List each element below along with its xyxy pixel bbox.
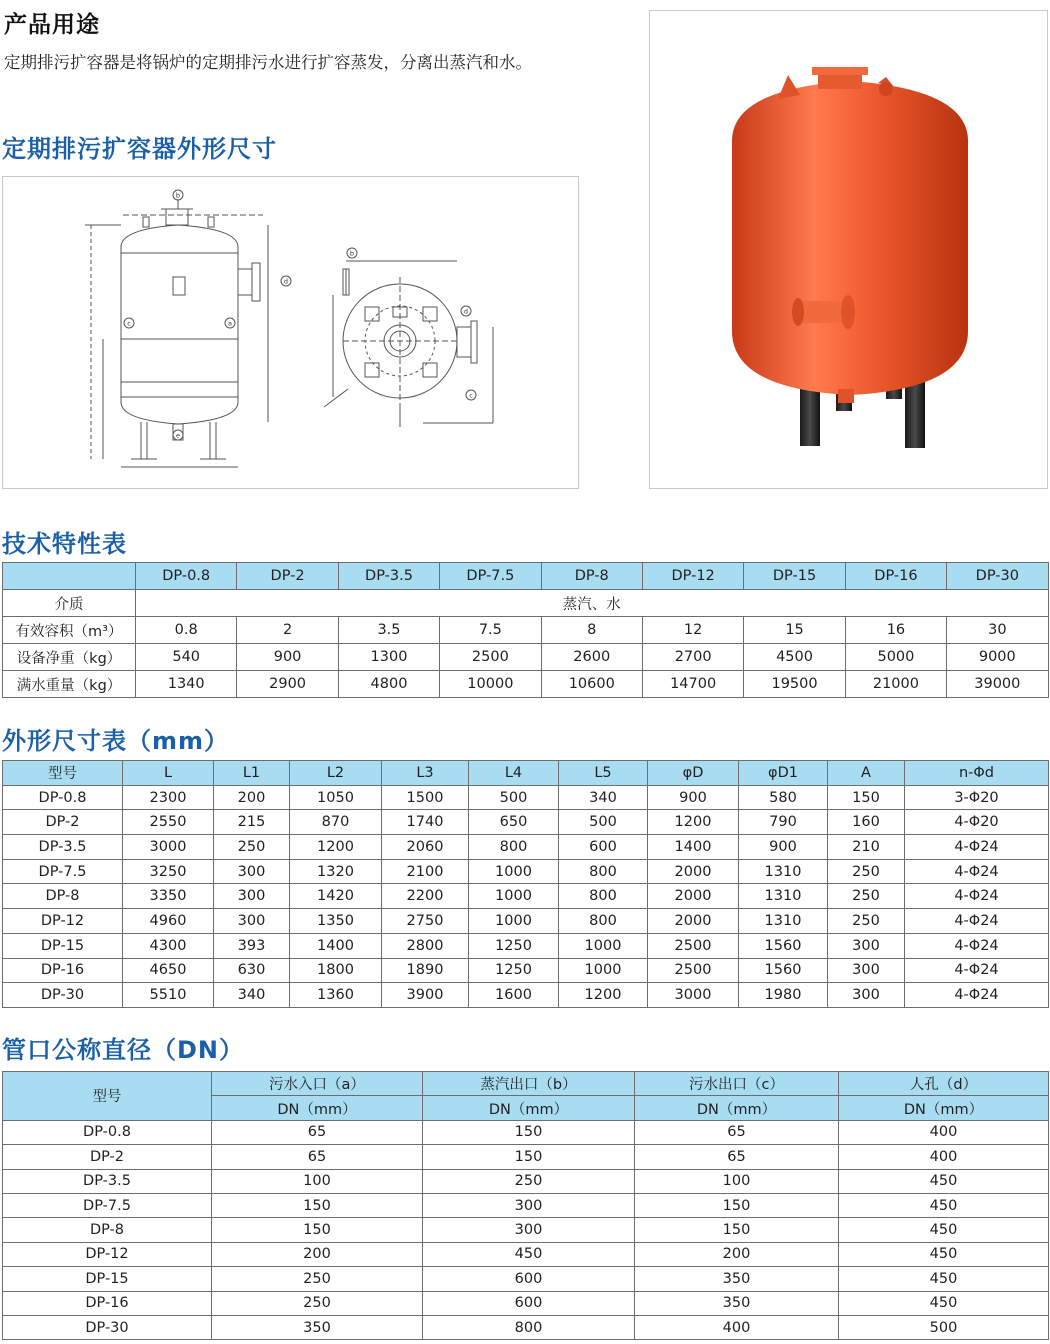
table-cell: 5510 bbox=[123, 983, 214, 1008]
table-cell: 3250 bbox=[123, 859, 214, 884]
table-row bbox=[3, 785, 1049, 810]
table-cell: 450 bbox=[839, 1169, 1049, 1193]
table-cell: 5000 bbox=[845, 644, 946, 671]
table-cell: 350 bbox=[212, 1315, 423, 1339]
table-cell: 200 bbox=[635, 1242, 839, 1266]
callout-letter-2: d bbox=[283, 277, 289, 286]
table-cell: 1350 bbox=[290, 909, 382, 934]
table-cell: 400 bbox=[839, 1145, 1049, 1169]
table-cell: 1050 bbox=[290, 785, 382, 810]
table-cell: 1000 bbox=[469, 909, 559, 934]
table-cell: 65 bbox=[635, 1120, 839, 1144]
column-header: L5 bbox=[559, 761, 648, 786]
table-row bbox=[3, 859, 1049, 884]
table-cell: 9000 bbox=[947, 644, 1048, 671]
table-cell: DP-15 bbox=[3, 933, 123, 958]
callout-letter-4: a bbox=[228, 319, 232, 328]
table-cell: 150 bbox=[828, 785, 905, 810]
table-cell: 2500 bbox=[440, 644, 541, 671]
table-row bbox=[3, 590, 1049, 617]
table-cell: 150 bbox=[635, 1218, 839, 1242]
table-cell: 2900 bbox=[237, 671, 338, 698]
table-cell: 4-Φ24 bbox=[905, 983, 1049, 1008]
table-cell: 1320 bbox=[290, 859, 382, 884]
table-cell: 1310 bbox=[739, 884, 828, 909]
table-cell: 150 bbox=[423, 1145, 635, 1169]
table-cell: 1400 bbox=[290, 933, 382, 958]
table-row bbox=[3, 1291, 1049, 1315]
table-cell: 3350 bbox=[123, 884, 214, 909]
table-cell: 650 bbox=[469, 810, 559, 835]
table-cell: 630 bbox=[214, 958, 290, 983]
table-cell: 300 bbox=[828, 933, 905, 958]
table-cell: 250 bbox=[828, 909, 905, 934]
table-cell: 4-Φ24 bbox=[905, 933, 1049, 958]
table-cell: 12 bbox=[642, 617, 743, 644]
technical-drawing-svg bbox=[3, 177, 580, 490]
usage-heading: 产品用途 bbox=[4, 12, 100, 38]
table-cell: 900 bbox=[237, 644, 338, 671]
table-row bbox=[3, 1120, 1049, 1144]
table-cell: 2800 bbox=[382, 933, 469, 958]
table-cell: 2200 bbox=[382, 884, 469, 909]
table-cell: 900 bbox=[739, 835, 828, 860]
column-header: 人孔（d） bbox=[839, 1072, 1049, 1096]
column-header: A bbox=[828, 761, 905, 786]
table-cell: 500 bbox=[559, 810, 648, 835]
table-cell: 210 bbox=[828, 835, 905, 860]
table-cell: 4500 bbox=[744, 644, 845, 671]
table-row bbox=[3, 1267, 1049, 1291]
table-cell: 3000 bbox=[648, 983, 739, 1008]
table-cell: 1740 bbox=[382, 810, 469, 835]
table-cell: 1890 bbox=[382, 958, 469, 983]
unit-header: DN（mm） bbox=[839, 1096, 1049, 1120]
nozzle-dn-table bbox=[2, 1071, 1049, 1340]
table-cell: 350 bbox=[635, 1291, 839, 1315]
column-header: L3 bbox=[382, 761, 469, 786]
table-cell: 450 bbox=[839, 1193, 1049, 1217]
table-cell: 160 bbox=[828, 810, 905, 835]
table-cell: DP-7.5 bbox=[3, 1193, 212, 1217]
table-cell: 800 bbox=[559, 909, 648, 934]
table-row bbox=[3, 1145, 1049, 1169]
column-header: L2 bbox=[290, 761, 382, 786]
table-cell: 800 bbox=[469, 835, 559, 860]
model-header: DP-3.5 bbox=[338, 563, 439, 590]
table-cell: 4650 bbox=[123, 958, 214, 983]
table-cell: 8 bbox=[541, 617, 642, 644]
table-cell: 65 bbox=[635, 1145, 839, 1169]
table-cell: 790 bbox=[739, 810, 828, 835]
table-cell: 14700 bbox=[642, 671, 743, 698]
table-cell: 1000 bbox=[469, 859, 559, 884]
table-cell: 1400 bbox=[648, 835, 739, 860]
model-header: DP-7.5 bbox=[440, 563, 541, 590]
table-cell: 2300 bbox=[123, 785, 214, 810]
table-cell: 150 bbox=[635, 1193, 839, 1217]
table-cell: 10600 bbox=[541, 671, 642, 698]
table-cell: 300 bbox=[214, 859, 290, 884]
table-cell: 400 bbox=[635, 1315, 839, 1339]
table-cell: 39000 bbox=[947, 671, 1048, 698]
table-cell: 4-Φ24 bbox=[905, 859, 1049, 884]
table-cell: DP-16 bbox=[3, 958, 123, 983]
row-label: 有效容积（m³） bbox=[3, 617, 136, 644]
table-cell: 1600 bbox=[469, 983, 559, 1008]
table-cell: DP-30 bbox=[3, 1315, 212, 1339]
table-row bbox=[3, 617, 1049, 644]
column-header: L bbox=[123, 761, 214, 786]
callout-letter-1: b bbox=[175, 191, 181, 200]
table-cell: 0.8 bbox=[136, 617, 237, 644]
table-cell: 340 bbox=[559, 785, 648, 810]
callout-letter-5: e bbox=[176, 431, 180, 440]
model-header: DP-0.8 bbox=[136, 563, 237, 590]
table-cell: 450 bbox=[839, 1242, 1049, 1266]
table-cell: 1560 bbox=[739, 933, 828, 958]
table-cell: 2000 bbox=[648, 909, 739, 934]
column-header: φD1 bbox=[739, 761, 828, 786]
table-cell: 200 bbox=[212, 1242, 423, 1266]
table-cell: 450 bbox=[839, 1267, 1049, 1291]
unit-header: DN（mm） bbox=[423, 1096, 635, 1120]
table-cell: 393 bbox=[214, 933, 290, 958]
table-cell: 800 bbox=[423, 1315, 635, 1339]
column-header: L1 bbox=[214, 761, 290, 786]
table-cell: 3000 bbox=[123, 835, 214, 860]
table-cell: 4-Φ24 bbox=[905, 835, 1049, 860]
dim-table-heading: 外形尺寸表（mm） bbox=[2, 727, 230, 755]
table-cell: 1200 bbox=[648, 810, 739, 835]
table-cell: 2600 bbox=[541, 644, 642, 671]
table-cell: 1200 bbox=[290, 835, 382, 860]
table-cell: 300 bbox=[828, 983, 905, 1008]
table-cell: 100 bbox=[212, 1169, 423, 1193]
dimension-drawing bbox=[2, 176, 579, 489]
table-cell: 4960 bbox=[123, 909, 214, 934]
table-cell: 450 bbox=[839, 1218, 1049, 1242]
table-cell: 400 bbox=[839, 1120, 1049, 1144]
table-cell: 350 bbox=[635, 1267, 839, 1291]
table-cell: DP-2 bbox=[3, 1145, 212, 1169]
table-cell: 30 bbox=[947, 617, 1048, 644]
table-cell: 450 bbox=[423, 1242, 635, 1266]
table-cell: 600 bbox=[423, 1267, 635, 1291]
table-cell: 250 bbox=[828, 859, 905, 884]
table-cell: 1000 bbox=[559, 933, 648, 958]
table-row bbox=[3, 958, 1049, 983]
table-cell: 1250 bbox=[469, 933, 559, 958]
table-row bbox=[3, 671, 1049, 698]
table-cell: 65 bbox=[212, 1120, 423, 1144]
table-cell: 2000 bbox=[648, 884, 739, 909]
table-row bbox=[3, 644, 1049, 671]
table-cell: DP-30 bbox=[3, 983, 123, 1008]
table-cell: 3-Φ20 bbox=[905, 785, 1049, 810]
tank-illustration bbox=[650, 11, 1049, 490]
table-cell: 340 bbox=[214, 983, 290, 1008]
table-corner-cell bbox=[3, 563, 136, 590]
table-cell: DP-15 bbox=[3, 1267, 212, 1291]
table-cell: 215 bbox=[214, 810, 290, 835]
column-header: 污水出口（c） bbox=[635, 1072, 839, 1096]
table-cell: 1310 bbox=[739, 859, 828, 884]
table-row bbox=[3, 1193, 1049, 1217]
table-row bbox=[3, 563, 1049, 590]
table-cell: 500 bbox=[839, 1315, 1049, 1339]
table-cell: DP-12 bbox=[3, 1242, 212, 1266]
table-cell: 1340 bbox=[136, 671, 237, 698]
table-cell: 800 bbox=[559, 884, 648, 909]
table-cell: 100 bbox=[635, 1169, 839, 1193]
table-row bbox=[3, 983, 1049, 1008]
table-cell: 2000 bbox=[648, 859, 739, 884]
callout-letter-6: b bbox=[349, 249, 355, 258]
table-cell: 2500 bbox=[648, 958, 739, 983]
table-cell: 250 bbox=[828, 884, 905, 909]
table-cell: 2100 bbox=[382, 859, 469, 884]
table-cell: 600 bbox=[423, 1291, 635, 1315]
column-header: n-Φd bbox=[905, 761, 1049, 786]
table-cell: 150 bbox=[212, 1193, 423, 1217]
table-cell: 1000 bbox=[559, 958, 648, 983]
table-cell: 200 bbox=[214, 785, 290, 810]
model-column-header: 型号 bbox=[3, 1072, 212, 1121]
table-cell: DP-7.5 bbox=[3, 859, 123, 884]
table-cell: 150 bbox=[423, 1120, 635, 1144]
table-cell: 450 bbox=[839, 1291, 1049, 1315]
unit-header: DN（mm） bbox=[212, 1096, 423, 1120]
table-cell: 3900 bbox=[382, 983, 469, 1008]
product-photo bbox=[649, 10, 1048, 489]
drawing-heading: 定期排污扩容器外形尺寸 bbox=[2, 135, 277, 163]
table-cell: 1250 bbox=[469, 958, 559, 983]
table-cell: DP-8 bbox=[3, 884, 123, 909]
table-cell: 600 bbox=[559, 835, 648, 860]
table-cell: DP-3.5 bbox=[3, 1169, 212, 1193]
table-cell: DP-8 bbox=[3, 1218, 212, 1242]
table-cell: 1500 bbox=[382, 785, 469, 810]
table-cell: 540 bbox=[136, 644, 237, 671]
table-cell: 1200 bbox=[559, 983, 648, 1008]
dn-table-heading: 管口公称直径（DN） bbox=[2, 1036, 245, 1064]
table-cell: 4800 bbox=[338, 671, 439, 698]
table-cell: 800 bbox=[559, 859, 648, 884]
table-row bbox=[3, 933, 1049, 958]
table-cell: 4-Φ24 bbox=[905, 958, 1049, 983]
callout-letter-8: c bbox=[469, 391, 473, 400]
column-header: φD bbox=[648, 761, 739, 786]
table-cell: 580 bbox=[739, 785, 828, 810]
table-cell: 1360 bbox=[290, 983, 382, 1008]
table-header-row bbox=[3, 761, 1049, 786]
table-cell: 300 bbox=[423, 1218, 635, 1242]
table-cell: 1420 bbox=[290, 884, 382, 909]
table-row bbox=[3, 810, 1049, 835]
table-row bbox=[3, 1218, 1049, 1242]
model-header: DP-8 bbox=[541, 563, 642, 590]
model-header: DP-12 bbox=[642, 563, 743, 590]
table-cell: DP-0.8 bbox=[3, 1120, 212, 1144]
table-cell: 2700 bbox=[642, 644, 743, 671]
table-cell: DP-0.8 bbox=[3, 785, 123, 810]
table-cell: 870 bbox=[290, 810, 382, 835]
table-cell: 2060 bbox=[382, 835, 469, 860]
table-cell: 4-Φ24 bbox=[905, 909, 1049, 934]
table-cell: 250 bbox=[214, 835, 290, 860]
tech-spec-table bbox=[2, 562, 1049, 698]
table-cell: 1000 bbox=[469, 884, 559, 909]
table-cell: DP-16 bbox=[3, 1291, 212, 1315]
table-row bbox=[3, 884, 1049, 909]
table-cell: 16 bbox=[845, 617, 946, 644]
table-cell: 250 bbox=[212, 1291, 423, 1315]
table-cell: 2550 bbox=[123, 810, 214, 835]
callout-letter-3: c bbox=[127, 319, 131, 328]
table-cell: 300 bbox=[214, 909, 290, 934]
table-cell: 7.5 bbox=[440, 617, 541, 644]
table-cell: 15 bbox=[744, 617, 845, 644]
table-cell: DP-2 bbox=[3, 810, 123, 835]
table-cell: 10000 bbox=[440, 671, 541, 698]
column-header: 蒸汽出口（b） bbox=[423, 1072, 635, 1096]
unit-header: DN（mm） bbox=[635, 1096, 839, 1120]
callout-letter-7: d bbox=[463, 307, 469, 316]
table-cell: 250 bbox=[423, 1169, 635, 1193]
table-cell: 1800 bbox=[290, 958, 382, 983]
model-header: DP-16 bbox=[845, 563, 946, 590]
table-cell: 250 bbox=[212, 1267, 423, 1291]
tech-table-heading: 技术特性表 bbox=[2, 530, 127, 558]
row-label: 设备净重（kg） bbox=[3, 644, 136, 671]
table-row bbox=[3, 1315, 1049, 1339]
model-header: DP-2 bbox=[237, 563, 338, 590]
table-cell: 500 bbox=[469, 785, 559, 810]
table-cell: 900 bbox=[648, 785, 739, 810]
model-header: DP-30 bbox=[947, 563, 1048, 590]
table-cell: 300 bbox=[828, 958, 905, 983]
table-row bbox=[3, 909, 1049, 934]
table-cell: 4-Φ20 bbox=[905, 810, 1049, 835]
table-cell: 2500 bbox=[648, 933, 739, 958]
table-row bbox=[3, 1072, 1049, 1096]
table-cell: 21000 bbox=[845, 671, 946, 698]
table-cell: 4300 bbox=[123, 933, 214, 958]
table-cell: 1980 bbox=[739, 983, 828, 1008]
table-cell: DP-3.5 bbox=[3, 835, 123, 860]
table-cell: 4-Φ24 bbox=[905, 884, 1049, 909]
table-cell: 2750 bbox=[382, 909, 469, 934]
table-row bbox=[3, 1242, 1049, 1266]
table-cell: 1300 bbox=[338, 644, 439, 671]
column-header: 型号 bbox=[3, 761, 123, 786]
table-cell: 3.5 bbox=[338, 617, 439, 644]
row-label: 满水重量（kg） bbox=[3, 671, 136, 698]
row-label: 介质 bbox=[3, 590, 136, 617]
table-cell: 19500 bbox=[744, 671, 845, 698]
table-cell: 1310 bbox=[739, 909, 828, 934]
medium-value: 蒸汽、水 bbox=[136, 590, 1049, 617]
table-cell: 300 bbox=[423, 1193, 635, 1217]
table-cell: 1560 bbox=[739, 958, 828, 983]
table-row bbox=[3, 835, 1049, 860]
column-header: 污水入口（a） bbox=[212, 1072, 423, 1096]
usage-description: 定期排污扩容器是将锅炉的定期排污水进行扩容蒸发，分离出蒸汽和水。 bbox=[4, 53, 532, 72]
table-cell: 65 bbox=[212, 1145, 423, 1169]
model-header: DP-15 bbox=[744, 563, 845, 590]
table-cell: DP-12 bbox=[3, 909, 123, 934]
dimension-table bbox=[2, 760, 1049, 1008]
table-cell: 2 bbox=[237, 617, 338, 644]
table-cell: 300 bbox=[214, 884, 290, 909]
column-header: L4 bbox=[469, 761, 559, 786]
table-row bbox=[3, 1169, 1049, 1193]
table-cell: 150 bbox=[212, 1218, 423, 1242]
